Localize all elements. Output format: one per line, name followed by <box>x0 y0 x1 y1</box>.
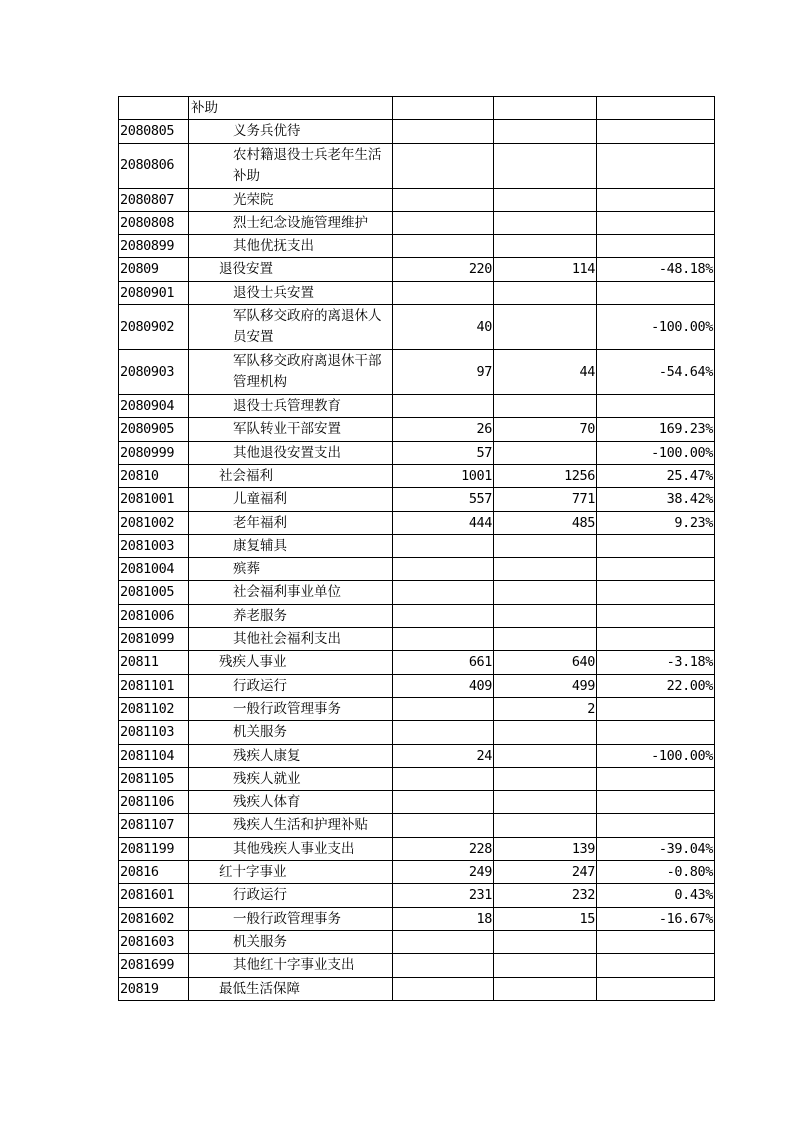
change-percent-cell <box>597 534 715 557</box>
prior-year-value-cell <box>393 558 494 581</box>
account-code-cell: 2080904 <box>119 395 189 418</box>
prior-year-value-cell: 249 <box>393 861 494 884</box>
table-row <box>119 697 715 720</box>
current-year-value-cell <box>494 791 597 814</box>
table-row <box>119 558 715 581</box>
change-percent-cell: -16.67% <box>597 907 715 930</box>
change-percent-cell <box>597 558 715 581</box>
account-name-cell: 军队移交政府离退休干部管理机构 <box>189 350 393 395</box>
account-name-cell: 军队转业干部安置 <box>189 418 393 441</box>
change-percent-cell: -3.18% <box>597 651 715 674</box>
prior-year-value-cell <box>393 97 494 120</box>
prior-year-value-cell <box>393 930 494 953</box>
account-code-cell: 20809 <box>119 258 189 281</box>
table-row <box>119 305 715 350</box>
account-code-cell: 2081199 <box>119 837 189 860</box>
current-year-value-cell <box>494 441 597 464</box>
account-name-cell: 老年福利 <box>189 511 393 534</box>
prior-year-value-cell: 24 <box>393 744 494 767</box>
account-name-cell: 农村籍退役士兵老年生活补助 <box>189 143 393 188</box>
account-code-cell: 2080899 <box>119 235 189 258</box>
current-year-value-cell <box>494 977 597 1000</box>
prior-year-value-cell: 409 <box>393 674 494 697</box>
account-name-cell: 残疾人康复 <box>189 744 393 767</box>
prior-year-value-cell <box>393 211 494 234</box>
account-name-cell: 儿童福利 <box>189 488 393 511</box>
current-year-value-cell: 499 <box>494 674 597 697</box>
table-row <box>119 488 715 511</box>
change-percent-cell <box>597 954 715 977</box>
current-year-value-cell: 232 <box>494 884 597 907</box>
current-year-value-cell: 44 <box>494 350 597 395</box>
account-name-cell: 残疾人就业 <box>189 767 393 790</box>
table-row <box>119 977 715 1000</box>
table-row <box>119 534 715 557</box>
account-name-cell: 最低生活保障 <box>189 977 393 1000</box>
current-year-value-cell <box>494 721 597 744</box>
change-percent-cell: 22.00% <box>597 674 715 697</box>
table-row <box>119 767 715 790</box>
table-row <box>119 604 715 627</box>
table-row <box>119 861 715 884</box>
change-percent-cell <box>597 697 715 720</box>
change-percent-cell: -100.00% <box>597 305 715 350</box>
prior-year-value-cell: 26 <box>393 418 494 441</box>
account-code-cell <box>119 97 189 120</box>
account-name-cell: 其他社会福利支出 <box>189 628 393 651</box>
account-name-cell: 社会福利事业单位 <box>189 581 393 604</box>
current-year-value-cell <box>494 558 597 581</box>
prior-year-value-cell: 557 <box>393 488 494 511</box>
account-code-cell: 2081005 <box>119 581 189 604</box>
table-row <box>119 350 715 395</box>
prior-year-value-cell: 661 <box>393 651 494 674</box>
change-percent-cell <box>597 235 715 258</box>
change-percent-cell: -39.04% <box>597 837 715 860</box>
account-code-cell: 2080902 <box>119 305 189 350</box>
account-code-cell: 2081105 <box>119 767 189 790</box>
account-code-cell: 2080905 <box>119 418 189 441</box>
current-year-value-cell: 15 <box>494 907 597 930</box>
account-code-cell: 20816 <box>119 861 189 884</box>
account-code-cell: 2080806 <box>119 143 189 188</box>
change-percent-cell <box>597 628 715 651</box>
account-name-cell: 其他残疾人事业支出 <box>189 837 393 860</box>
change-percent-cell <box>597 143 715 188</box>
prior-year-value-cell <box>393 395 494 418</box>
table-row <box>119 837 715 860</box>
current-year-value-cell <box>494 235 597 258</box>
account-code-cell: 2081003 <box>119 534 189 557</box>
current-year-value-cell: 247 <box>494 861 597 884</box>
account-code-cell: 2080999 <box>119 441 189 464</box>
account-name-cell: 军队移交政府的离退休人员安置 <box>189 305 393 350</box>
change-percent-cell <box>597 604 715 627</box>
current-year-value-cell <box>494 954 597 977</box>
account-name-cell: 其他退役安置支出 <box>189 441 393 464</box>
current-year-value-cell <box>494 188 597 211</box>
change-percent-cell <box>597 120 715 143</box>
table-row <box>119 258 715 281</box>
account-code-cell: 2081002 <box>119 511 189 534</box>
budget-table <box>118 96 715 1001</box>
table-row <box>119 441 715 464</box>
account-name-cell: 红十字事业 <box>189 861 393 884</box>
table-row <box>119 930 715 953</box>
account-code-cell: 2081101 <box>119 674 189 697</box>
table-row <box>119 235 715 258</box>
current-year-value-cell: 485 <box>494 511 597 534</box>
current-year-value-cell: 1256 <box>494 464 597 487</box>
table-row <box>119 511 715 534</box>
account-name-cell: 残疾人事业 <box>189 651 393 674</box>
change-percent-cell: -0.80% <box>597 861 715 884</box>
account-name-cell: 一般行政管理事务 <box>189 907 393 930</box>
account-name-cell: 行政运行 <box>189 884 393 907</box>
account-code-cell: 2080805 <box>119 120 189 143</box>
prior-year-value-cell <box>393 977 494 1000</box>
change-percent-cell: 0.43% <box>597 884 715 907</box>
account-code-cell: 2080808 <box>119 211 189 234</box>
account-code-cell: 2081107 <box>119 814 189 837</box>
account-code-cell: 20811 <box>119 651 189 674</box>
prior-year-value-cell <box>393 697 494 720</box>
prior-year-value-cell: 97 <box>393 350 494 395</box>
prior-year-value-cell <box>393 235 494 258</box>
table-row <box>119 395 715 418</box>
change-percent-cell <box>597 791 715 814</box>
current-year-value-cell <box>494 120 597 143</box>
account-code-cell: 2080901 <box>119 281 189 304</box>
change-percent-cell <box>597 930 715 953</box>
table-row <box>119 120 715 143</box>
account-code-cell: 20810 <box>119 464 189 487</box>
prior-year-value-cell <box>393 954 494 977</box>
change-percent-cell <box>597 97 715 120</box>
prior-year-value-cell: 231 <box>393 884 494 907</box>
change-percent-cell <box>597 767 715 790</box>
prior-year-value-cell: 444 <box>393 511 494 534</box>
change-percent-cell <box>597 721 715 744</box>
account-code-cell: 2081104 <box>119 744 189 767</box>
change-percent-cell: 38.42% <box>597 488 715 511</box>
table-row <box>119 791 715 814</box>
current-year-value-cell <box>494 534 597 557</box>
change-percent-cell: -100.00% <box>597 441 715 464</box>
current-year-value-cell <box>494 628 597 651</box>
account-name-cell: 一般行政管理事务 <box>189 697 393 720</box>
account-name-cell: 其他优抚支出 <box>189 235 393 258</box>
table-row <box>119 884 715 907</box>
change-percent-cell: 9.23% <box>597 511 715 534</box>
table-row <box>119 143 715 188</box>
account-code-cell: 2081106 <box>119 791 189 814</box>
account-code-cell: 2081099 <box>119 628 189 651</box>
table-row <box>119 211 715 234</box>
prior-year-value-cell: 18 <box>393 907 494 930</box>
prior-year-value-cell: 228 <box>393 837 494 860</box>
account-name-cell: 补助 <box>189 97 393 120</box>
account-name-cell: 康复辅具 <box>189 534 393 557</box>
account-code-cell: 2080903 <box>119 350 189 395</box>
account-name-cell: 退役安置 <box>189 258 393 281</box>
change-percent-cell: 25.47% <box>597 464 715 487</box>
current-year-value-cell <box>494 814 597 837</box>
change-percent-cell: -100.00% <box>597 744 715 767</box>
prior-year-value-cell <box>393 581 494 604</box>
table-row <box>119 581 715 604</box>
current-year-value-cell: 70 <box>494 418 597 441</box>
table-row <box>119 721 715 744</box>
current-year-value-cell <box>494 744 597 767</box>
current-year-value-cell <box>494 305 597 350</box>
table-row <box>119 744 715 767</box>
prior-year-value-cell <box>393 188 494 211</box>
table-row <box>119 954 715 977</box>
change-percent-cell: -48.18% <box>597 258 715 281</box>
prior-year-value-cell <box>393 767 494 790</box>
change-percent-cell <box>597 188 715 211</box>
current-year-value-cell <box>494 395 597 418</box>
current-year-value-cell <box>494 581 597 604</box>
prior-year-value-cell: 1001 <box>393 464 494 487</box>
prior-year-value-cell <box>393 814 494 837</box>
prior-year-value-cell: 57 <box>393 441 494 464</box>
account-code-cell: 2081602 <box>119 907 189 930</box>
prior-year-value-cell: 220 <box>393 258 494 281</box>
current-year-value-cell <box>494 767 597 790</box>
account-name-cell: 社会福利 <box>189 464 393 487</box>
prior-year-value-cell <box>393 143 494 188</box>
account-code-cell: 2081601 <box>119 884 189 907</box>
table-row <box>119 464 715 487</box>
table-row <box>119 651 715 674</box>
prior-year-value-cell <box>393 604 494 627</box>
change-percent-cell <box>597 211 715 234</box>
change-percent-cell <box>597 281 715 304</box>
change-percent-cell <box>597 977 715 1000</box>
account-name-cell: 残疾人生活和护理补贴 <box>189 814 393 837</box>
table-row <box>119 97 715 120</box>
prior-year-value-cell <box>393 120 494 143</box>
account-name-cell: 退役士兵安置 <box>189 281 393 304</box>
table-row <box>119 814 715 837</box>
account-name-cell: 行政运行 <box>189 674 393 697</box>
table-row <box>119 418 715 441</box>
table-row <box>119 281 715 304</box>
table-row <box>119 628 715 651</box>
account-code-cell: 20819 <box>119 977 189 1000</box>
current-year-value-cell <box>494 604 597 627</box>
account-name-cell: 机关服务 <box>189 930 393 953</box>
account-code-cell: 2081699 <box>119 954 189 977</box>
account-code-cell: 2081103 <box>119 721 189 744</box>
account-code-cell: 2080807 <box>119 188 189 211</box>
table-row <box>119 188 715 211</box>
current-year-value-cell: 771 <box>494 488 597 511</box>
prior-year-value-cell <box>393 534 494 557</box>
account-code-cell: 2081102 <box>119 697 189 720</box>
account-name-cell: 退役士兵管理教育 <box>189 395 393 418</box>
account-code-cell: 2081603 <box>119 930 189 953</box>
account-name-cell: 养老服务 <box>189 604 393 627</box>
account-name-cell: 光荣院 <box>189 188 393 211</box>
prior-year-value-cell: 40 <box>393 305 494 350</box>
table-row <box>119 907 715 930</box>
account-name-cell: 机关服务 <box>189 721 393 744</box>
change-percent-cell <box>597 581 715 604</box>
prior-year-value-cell <box>393 721 494 744</box>
current-year-value-cell <box>494 930 597 953</box>
change-percent-cell: 169.23% <box>597 418 715 441</box>
account-name-cell: 残疾人体育 <box>189 791 393 814</box>
current-year-value-cell: 640 <box>494 651 597 674</box>
current-year-value-cell: 114 <box>494 258 597 281</box>
current-year-value-cell <box>494 97 597 120</box>
table-row <box>119 674 715 697</box>
account-name-cell: 殡葬 <box>189 558 393 581</box>
change-percent-cell <box>597 814 715 837</box>
account-name-cell: 其他红十字事业支出 <box>189 954 393 977</box>
budget-table-body <box>119 97 715 1001</box>
change-percent-cell <box>597 395 715 418</box>
current-year-value-cell <box>494 281 597 304</box>
account-name-cell: 烈士纪念设施管理维护 <box>189 211 393 234</box>
account-code-cell: 2081006 <box>119 604 189 627</box>
prior-year-value-cell <box>393 281 494 304</box>
current-year-value-cell <box>494 211 597 234</box>
account-name-cell: 义务兵优待 <box>189 120 393 143</box>
current-year-value-cell <box>494 143 597 188</box>
current-year-value-cell: 139 <box>494 837 597 860</box>
prior-year-value-cell <box>393 791 494 814</box>
change-percent-cell: -54.64% <box>597 350 715 395</box>
account-code-cell: 2081001 <box>119 488 189 511</box>
current-year-value-cell: 2 <box>494 697 597 720</box>
prior-year-value-cell <box>393 628 494 651</box>
account-code-cell: 2081004 <box>119 558 189 581</box>
